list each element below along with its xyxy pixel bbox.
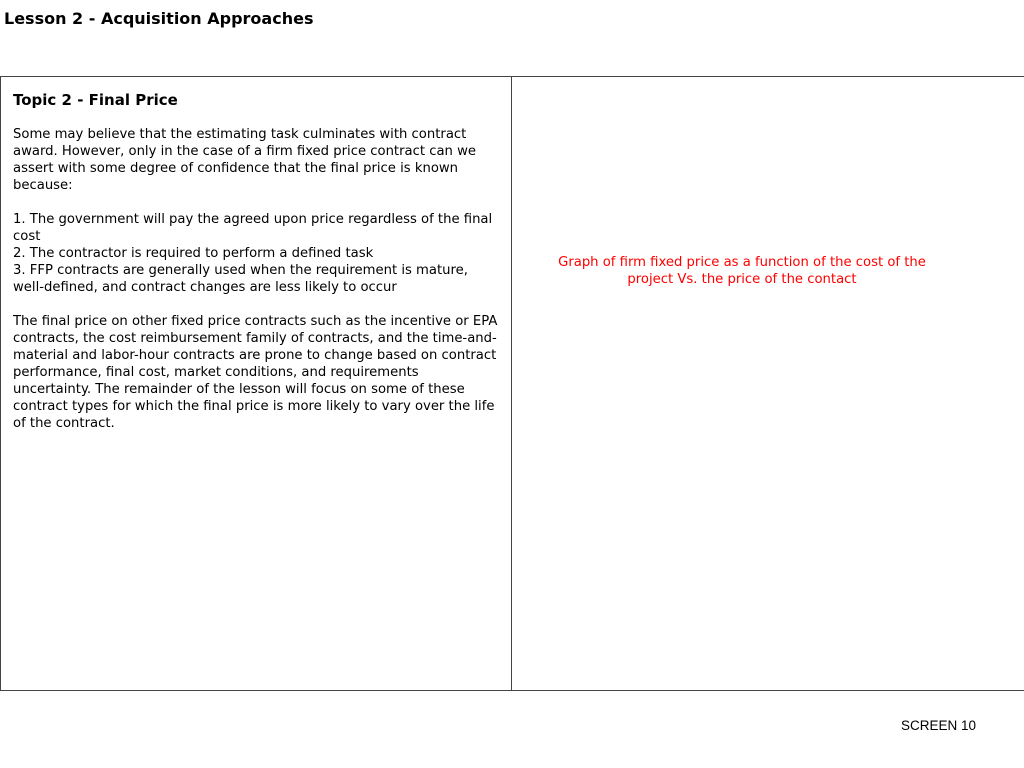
list-item: 1. The government will pay the agreed upon price regardless of the final cost bbox=[13, 212, 493, 244]
reasons-list bbox=[13, 211, 499, 296]
lesson-title: Lesson 2 - Acquisition Approaches bbox=[4, 9, 314, 28]
text-panel bbox=[1, 77, 512, 690]
paragraph-spacer bbox=[13, 296, 499, 313]
content-frame bbox=[0, 76, 1024, 691]
graph-placeholder-text: Graph of firm fixed price as a function of the cost of the project Vs. the price of the contact bbox=[558, 255, 926, 287]
graph-panel bbox=[513, 77, 1023, 690]
intro-paragraph: Some may believe that the estimating task culminates with contract award. However, only in the case of a firm fixed price contract can we assert with some degree of confidence that the final price is known because: bbox=[13, 127, 476, 193]
screen-number: SCREEN 10 bbox=[900, 718, 976, 733]
list-item: 2. The contractor is required to perform a defined task bbox=[13, 246, 374, 261]
closing-paragraph: The final price on other fixed price contracts such as the incentive or EPA contracts, the cost reimbursement family of contracts, and the time-and-material and labor-hour contracts are prone to change based on contract performance, final cost, market conditions, and requirements uncertainty. The remainder of the lesson will focus on some of these contract types for which the final price is more likely to vary over the life of the contract. bbox=[13, 314, 498, 431]
topic-title: Topic 2 - Final Price bbox=[13, 91, 178, 109]
list-item: 3. FFP contracts are generally used when the requirement is mature, well-defined, and contract changes are less likely to occur bbox=[13, 263, 468, 295]
paragraph-spacer bbox=[13, 194, 499, 211]
